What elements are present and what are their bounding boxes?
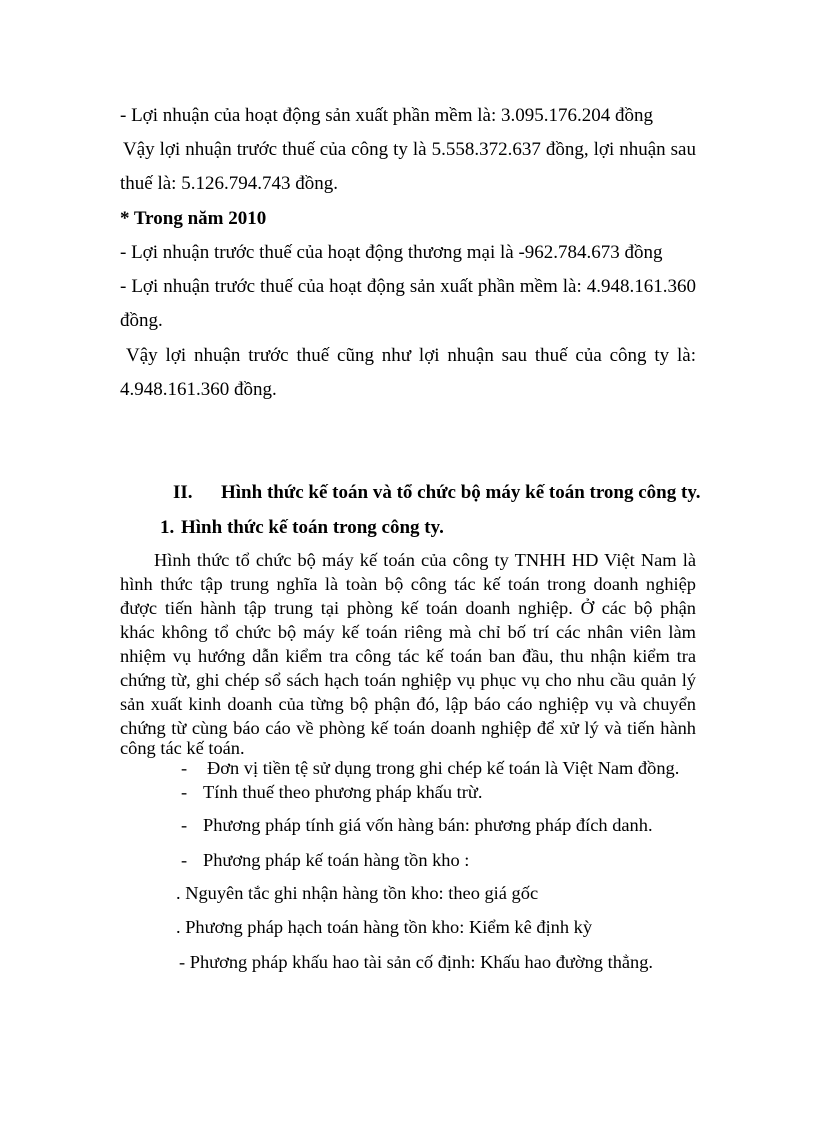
profit-2010-summary-line2: 4.948.161.360 đồng.: [120, 379, 277, 400]
pretax-profit-summary-line2: thuế là: 5.126.794.743 đồng.: [120, 173, 338, 194]
profit-software-2010-line1: - Lợi nhuận trước thuế của hoạt động sản xuất phần mềm là: 4.948.161.360: [120, 276, 696, 297]
bullet-dash: -: [181, 758, 188, 778]
paragraph-line: Hình thức tổ chức bộ máy kế toán của công ty TNHH HD Việt Nam là: [154, 550, 696, 570]
year-2010-heading: * Trong năm 2010: [120, 208, 267, 229]
paragraph-line: công tác kế toán.: [120, 738, 245, 758]
profit-2010-summary-line1: Vậy lợi nhuận trước thuế cũng như lợi nhuận sau thuế của công ty là:: [126, 345, 696, 366]
paragraph-line: sản xuất kinh doanh của từng bộ phận đó, lập báo cáo nghiệp vụ và chuyển: [120, 694, 696, 714]
paragraph-line: chứng từ, ghi chép sổ sách hạch toán nghiệp vụ phục vụ cho nhu cầu quản lý: [120, 670, 696, 690]
bullet-dash: -: [181, 850, 188, 870]
subsection-title: Hình thức kế toán trong công ty.: [181, 517, 444, 538]
sub-item: . Nguyên tắc ghi nhận hàng tồn kho: theo giá gốc: [176, 883, 539, 903]
bullet-item: Phương pháp tính giá vốn hàng bán: phương pháp đích danh.: [203, 815, 653, 835]
bullet-item: Tính thuế theo phương pháp khấu trừ.: [203, 782, 483, 802]
paragraph-line: nhiệm vụ hướng dẫn kiểm tra công tác kế toán ban đầu, thu nhận kiểm tra: [120, 646, 696, 666]
paragraph-line: được tiến hành tập trung tại phòng kế toán doanh nghiệp. Ở các bộ phận: [120, 598, 696, 618]
section-title: Hình thức kế toán và tổ chức bộ máy kế toán trong công ty.: [221, 482, 701, 503]
paragraph-line: chứng từ cùng báo cáo về phòng kế toán doanh nghiệp để xử lý và tiến hành: [120, 718, 696, 738]
sub-item: . Phương pháp hạch toán hàng tồn kho: Kiểm kê định kỳ: [176, 917, 593, 937]
section-number: II.: [173, 482, 193, 503]
bullet-dash: -: [181, 782, 188, 802]
paragraph-line: hình thức tập trung nghĩa là toàn bộ công tác kế toán trong doanh nghiệp: [120, 574, 696, 594]
subsection-number: 1.: [160, 517, 175, 538]
profit-trade-2010: - Lợi nhuận trước thuế của hoạt động thương mại là -962.784.673 đồng: [120, 242, 663, 263]
paragraph-line: khác không tổ chức bộ máy kế toán riêng mà chỉ bố trí các nhân viên làm: [120, 622, 696, 642]
bullet-dash: -: [181, 815, 188, 835]
profit-software-2009: - Lợi nhuận của hoạt động sản xuất phần mềm là: 3.095.176.204 đồng: [120, 105, 653, 126]
profit-software-2010-line2: đồng.: [120, 310, 163, 331]
bullet-item: Phương pháp kế toán hàng tồn kho :: [203, 850, 470, 870]
bullet-item: Đơn vị tiền tệ sử dụng trong ghi chép kế toán là Việt Nam đồng.: [207, 758, 680, 778]
depreciation-item: - Phương pháp khấu hao tài sản cố định: Khấu hao đường thẳng.: [179, 952, 654, 972]
pretax-profit-summary-line1: Vậy lợi nhuận trước thuế của công ty là 5.558.372.637 đồng, lợi nhuận sau: [123, 139, 696, 160]
